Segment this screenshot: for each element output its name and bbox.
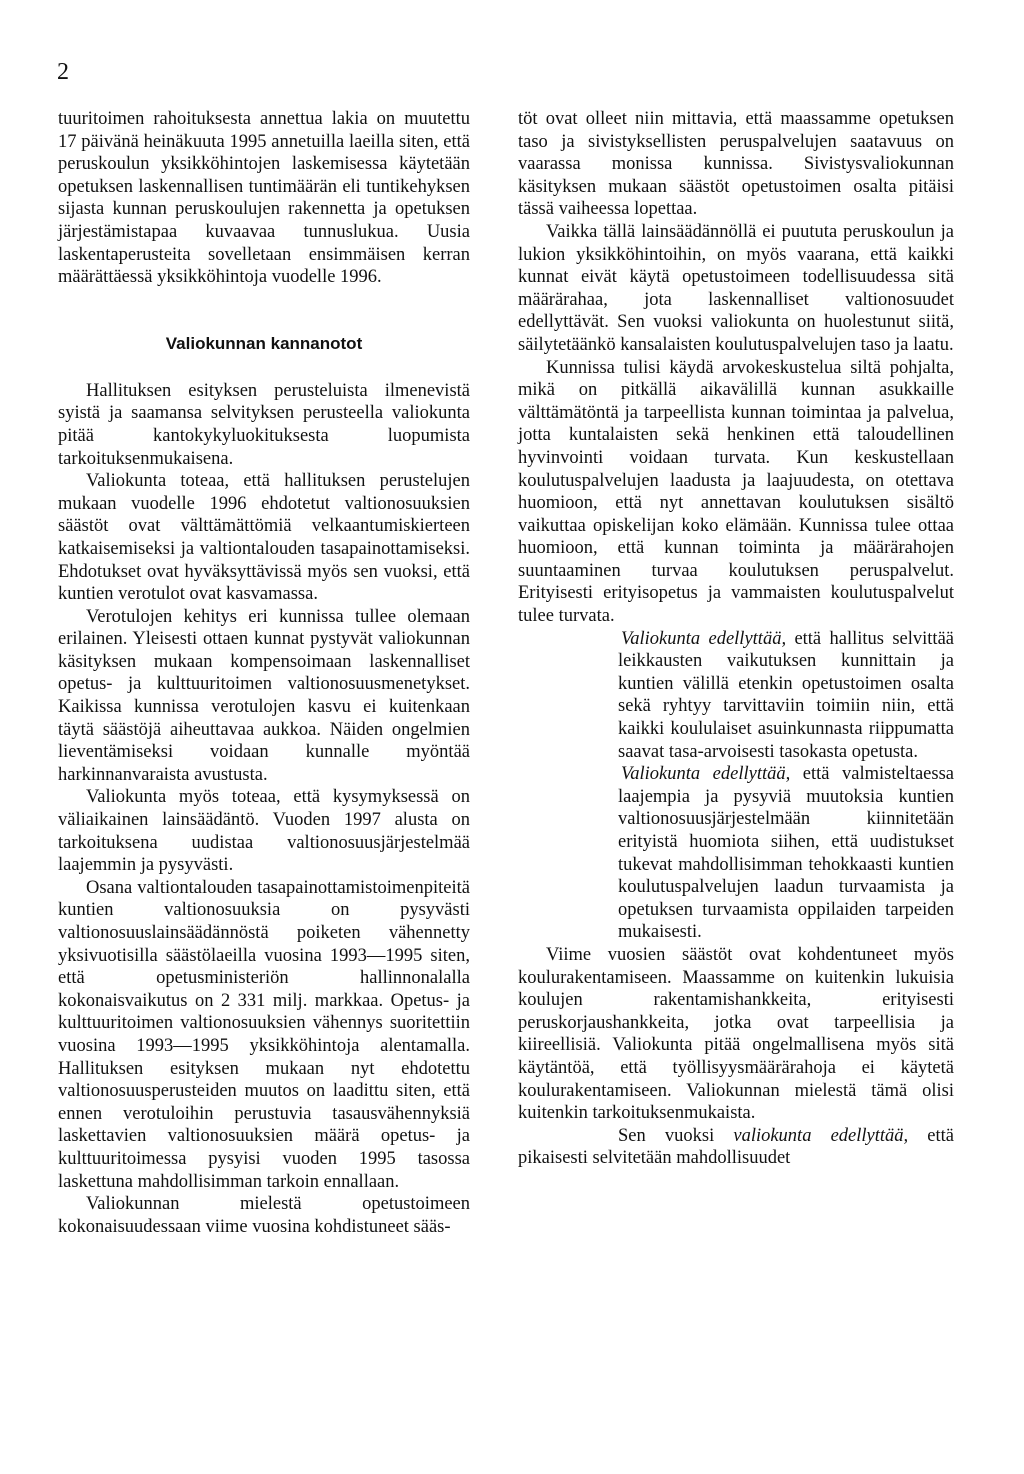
statement-paragraph (518, 1125, 954, 1170)
emphasis-text: Valiokunta edellyttää, (621, 764, 791, 785)
paragraph: Hallituksen esityksen perusteluista ilmenevistä syistä ja saamansa selvityksen perusteella valiokunta pitää kantokykyluokituksesta luopumista tarkoituksenmukaisena. (58, 380, 470, 469)
statement-text: että pikaisesti selvitetään mahdollisuudet (518, 1125, 954, 1169)
left-column (58, 108, 470, 1238)
right-column (518, 108, 954, 1170)
section-heading: Valiokunnan kannanotot (165, 333, 363, 353)
statement-text: että valmisteltaessa laajempia ja pysyviä muutoksia kuntien valtionosuusjärjestelmään kiinnitetään erityistä huomiota siihen, että uudistukset tukevat mahdollisimman tehokkaasti kuntien koulutuspalvelujen laadun turvaamista ja opetuksen turvaamista oppilaiden tarpeiden mukaisesti. (618, 764, 954, 943)
statement-paragraph (618, 628, 954, 764)
page-number: 2 (57, 59, 69, 85)
paragraph: Vaikka tällä lainsäädännöllä ei puututa peruskoulun ja lukion yksikköhintoihin, on myös vaarana, että kaikki kunnat eivät käytä opetustoimeen todellisuudessa sitä määrärahaa, jota laskennalliset valtionosuudet edellyttävät. Sen vuoksi valiokunta on huolestunut siitä, säilytetäänkö kansalaisten koulutuspalvelujen taso ja laatu. (518, 221, 954, 355)
paragraph: Osana valtiontalouden tasapainottamistoimenpiteitä kuntien valtionosuuksia on pysyvästi valtionosuuslainsäädännöstä poiketen vähennetty yksivuotisilla säästölaeilla vuosina 1993—1995 siten, että opetusministeriön hallinnonalalla kokonaisvaikutus on 2 331 milj. markkaa. Opetus- ja kulttuuritoimen valtionosuuksien vähennys suoritettiin vuosina 1993—1995 yksikköhintoja alentamalla. Hallituksen esityksen mukaan nyt ehdotettu valtionosuusperusteiden muutos on laadittu siten, että ennen verotuloihin perustuvia tasausvähennyksiä laskettavien valtionosuuksien määrä opetus- ja kulttuuritoimessa pysyisi vuoden 1995 tasossa laskettuna mahdollisimman tarkoin ennallaan. (58, 877, 470, 1192)
paragraph: Valiokunta toteaa, että hallituksen perustelujen mukaan vuodelle 1996 ehdotetut valtionosuuksien säästöt ovat välttämättömiä velkaantumiskierteen katkaisemiseksi ja valtiontalouden tasapainottamiseksi. Ehdotukset ovat hyväksyttävissä myös sen vuoksi, että kuntien verotulot ovat kasvamassa. (58, 471, 470, 605)
statement-lead: Sen vuoksi (618, 1125, 734, 1146)
statement-paragraph (618, 763, 954, 944)
emphasis-text: valiokunta edellyttää, (733, 1125, 909, 1146)
intro-paragraph: tuuritoimen rahoituksesta annettua lakia on muutettu 17 päivänä heinäkuuta 1995 annetuilla laeilla siten, että peruskoulun yksikköhintojen laskemisessa käytetään opetuksen laskennallisen tuntimäärän eli tuntikehyksen sijasta kunnan peruskoulujen rakennetta ja opetuksen järjestämistapaa kuvaavaa tunnuslukua. Uusia laskentaperusteita sovelletaan ensimmäisen kerran määrättäessä yksikköhintoja vuodelle 1996. (58, 109, 470, 288)
paragraph: Kunnissa tulisi käydä arvokeskustelua siltä pohjalta, mikä on pitkällä aikavälillä kunnan asukkaille välttämätöntä ja tarpeellista kunnan toimintaa ja palvelua, jotta kuntalaisten sekä henkinen että taloudellinen hyvinvointi voidaan turvata. Kun keskustellaan koulutuspalvelujen laadusta ja laajuudesta, on otettava huomioon, että nyt annettavan koulutuksen sisältö vaikuttaa opiskelijan koko elämään. Kunnissa tulee ottaa huomioon, että kunnan toiminta ja määrärahojen suuntaaminen turvaa koulutuksen peruspalvelut. Erityisesti erityisopetus ja vammaisten koulutuspalvelut tulee turvata. (518, 357, 954, 627)
paragraph: Viime vuosien säästöt ovat kohdentuneet myös koulurakentamiseen. Maassamme on kuitenkin lukuisia koulujen rakentamishankkeita, erityisesti peruskorjaushankkeita, jotka ovat tarpeellisia ja kiireellisiä. Valiokunta pitää ongelmallisena myös sitä käytäntöä, että työllisyysmäärärahoja ei käytetä koulurakentamiseen. Valiokunnan mielestä tämä olisi kuitenkin tarkoituksenmukaista. (518, 944, 954, 1124)
paragraph: töt ovat olleet niin mittavia, että maassamme opetuksen taso ja sivistyksellisten peruspalvelujen saatavuus on vaarassa monissa kunnissa. Sivistysvaliokunnan käsityksen mukaan säästöt opetustoimen osalta pitäisi tässä vaiheessa lopettaa. (518, 109, 954, 220)
paragraph: Valiokunta myös toteaa, että kysymyksessä on väliaikainen lainsäädäntö. Vuoden 1997 alusta on tarkoituksena uudistaa valtionosuusjärjestelmää laajemmin ja pysyvästi. (58, 787, 470, 876)
statement-text: että hallitus selvittää leikkausten vaikutuksen kunnittain ja kuntien välillä etenkin opetustoimen osalta sekä ryhtyy tarvittaviin toimiin niin, että kaikki koululaiset asuinkunnasta riippumatta saavat tasa-arvoisesti tasokasta opetusta. (618, 628, 954, 762)
emphasis-text: Valiokunta edellyttää, (621, 628, 787, 649)
paragraph: Valiokunnan mielestä opetustoimeen kokonaisuudessaan viime vuosina kohdistuneet sääs- (58, 1194, 470, 1237)
paragraph: Verotulojen kehitys eri kunnissa tullee olemaan erilainen. Yleisesti ottaen kunnat pystyvät valiokunnan käsityksen mukaan kompensoimaan laskennalliset opetus- ja kulttuuritoimen valtionosuusmenetykset. Kaikissa kunnissa verotulojen kasvu ei kuitenkaan täytä säästöjä aiheuttavaa aukkoa. Näiden ongelmien lieventämiseksi voidaan kunnalle myöntää harkinnanvaraista avustusta. (58, 606, 470, 785)
